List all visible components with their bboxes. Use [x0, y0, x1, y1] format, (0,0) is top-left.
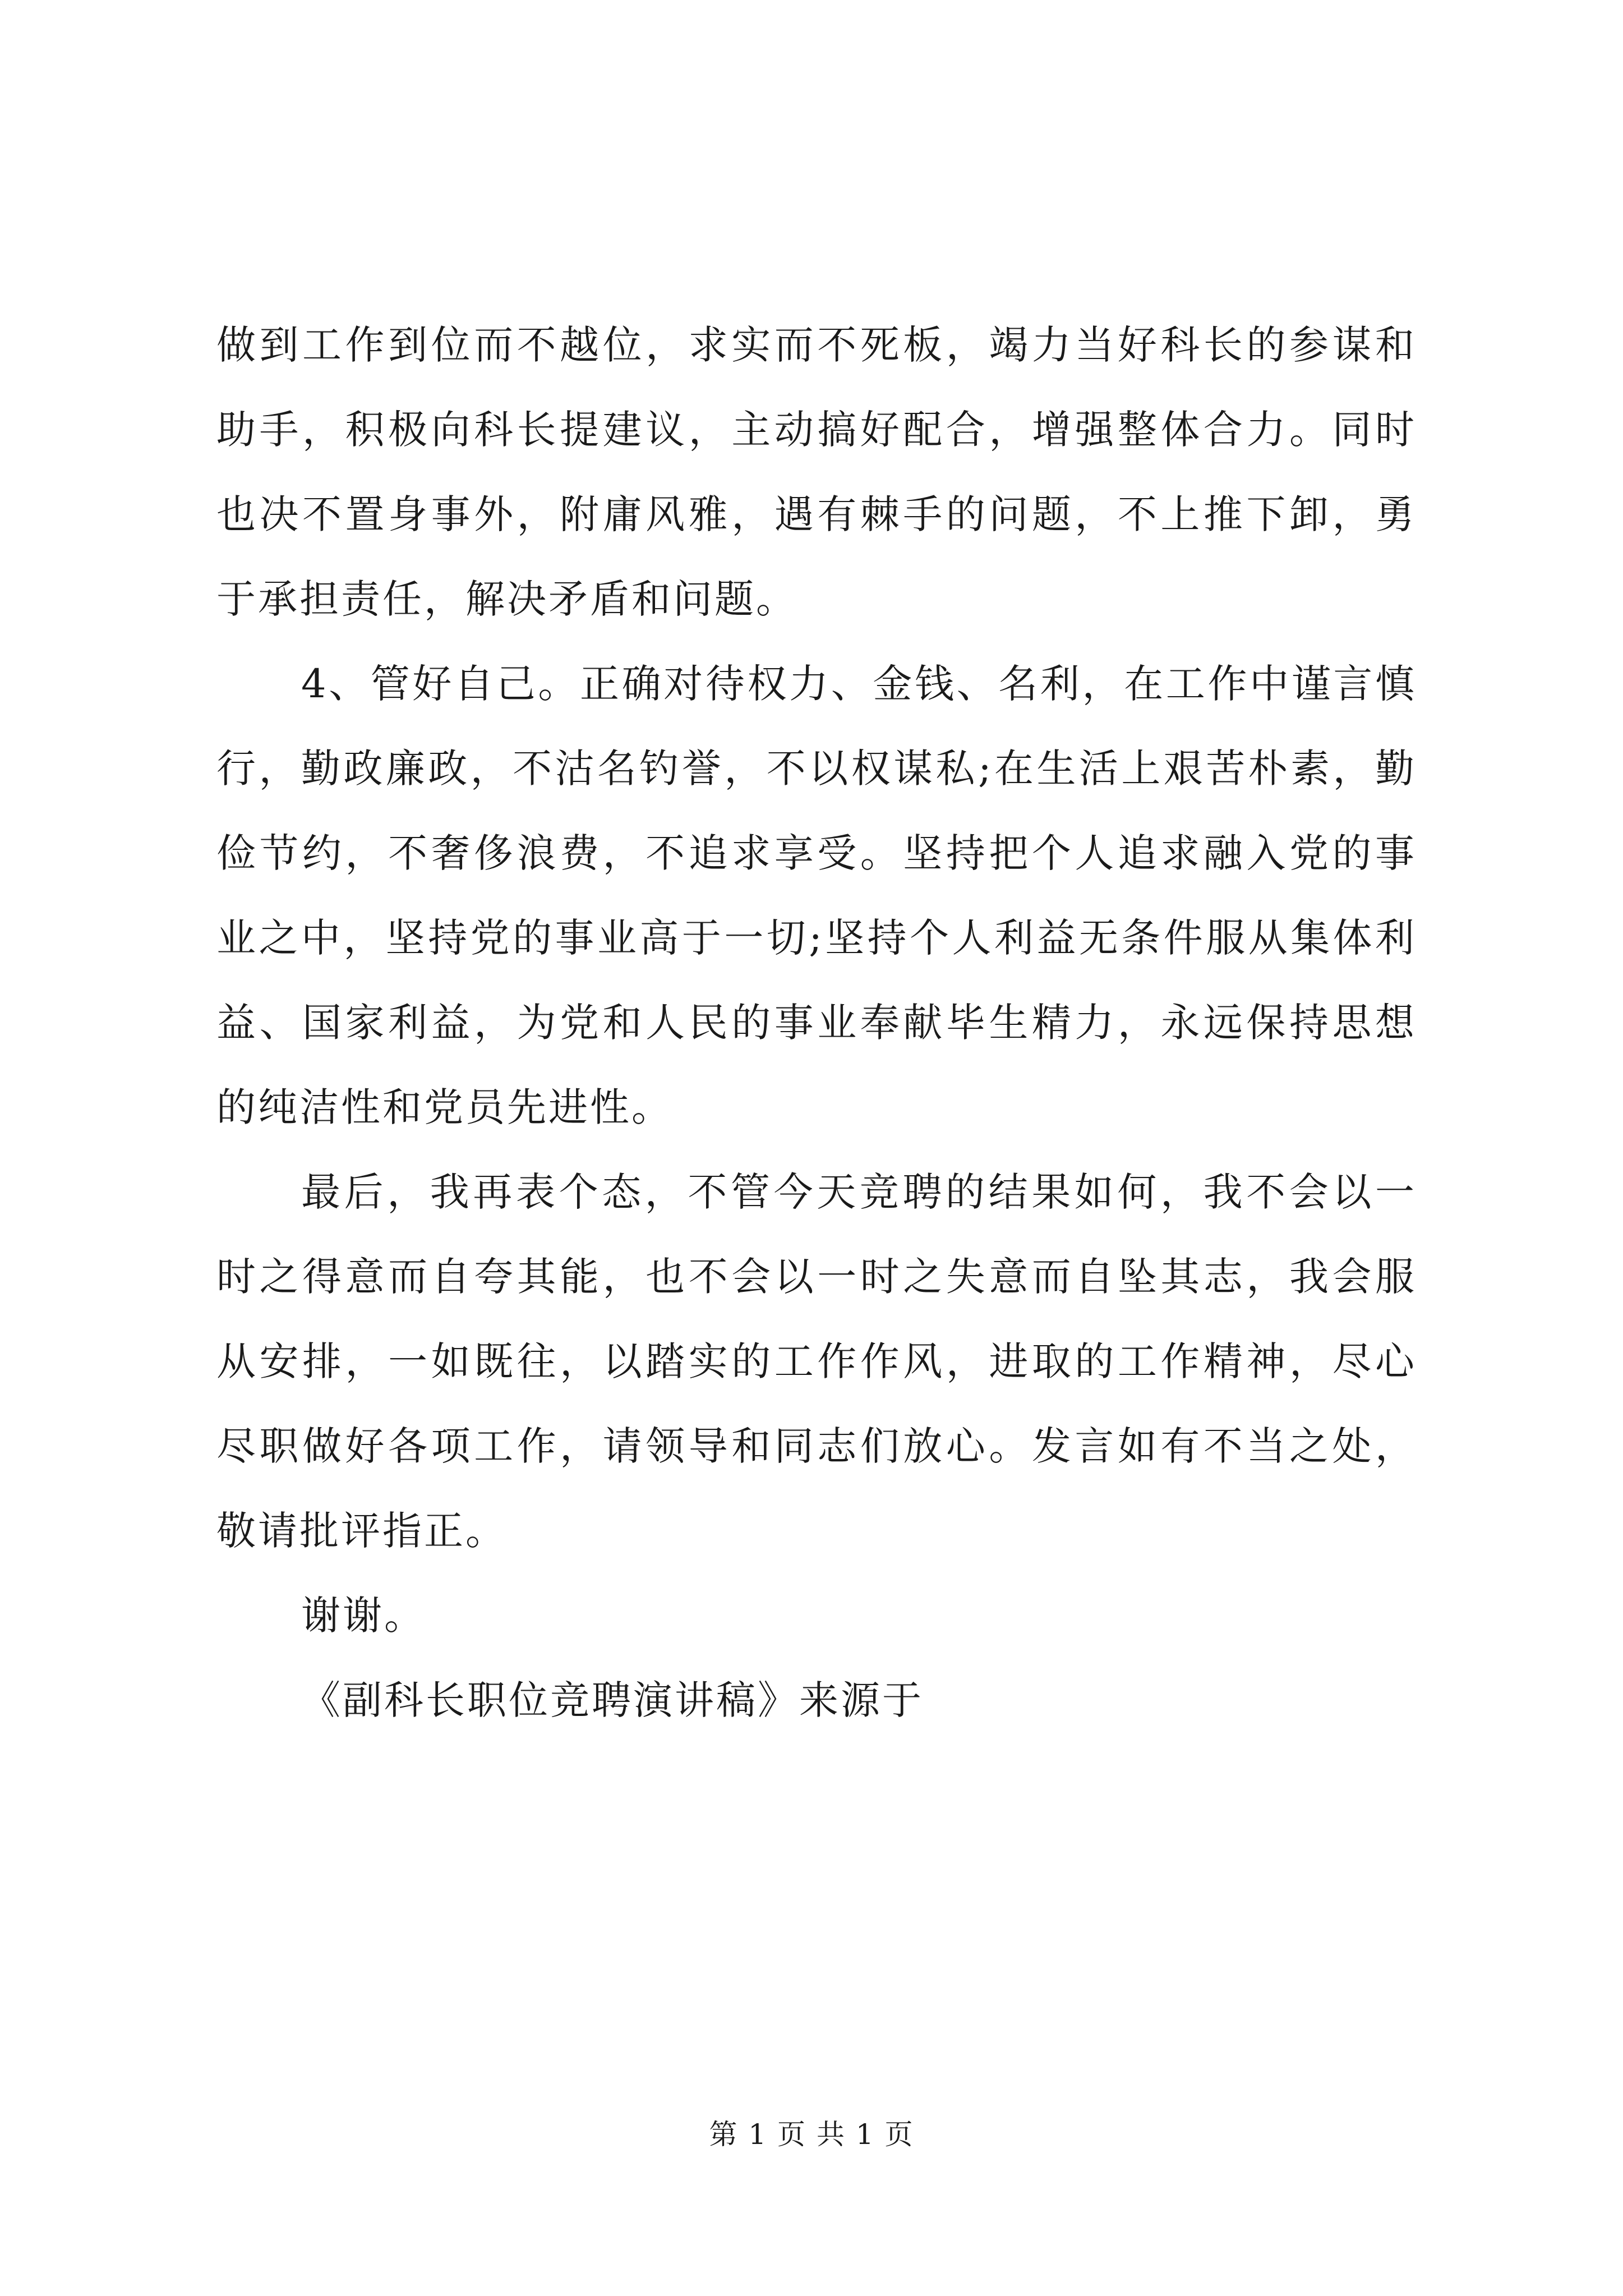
paragraph-source-note: 《副科长职位竞聘演讲稿》来源于 [301, 1677, 924, 1723]
paragraph-thanks: 谢谢。 [301, 1593, 426, 1639]
document-body [216, 303, 1417, 1743]
paragraph-duties: 做到工作到位而不越位，求实而不死板，竭力当好科长的参谋和助手，积极向科长提建议，主动搞好配合，增强整体合力。同时也决不置身事外，附庸风雅，遇有棘手的问题，不上推下卸，勇于承担责任，解决矛盾和问题。 [216, 322, 1417, 622]
paragraph-closing-statement: 最后，我再表个态，不管今天竞聘的结果如何，我不会以一时之得意而自夸其能，也不会以一时之失意而自坠其志，我会服从安排，一如既往，以踏实的工作作风，进取的工作精神，尽心尽职做好各项工作，请领导和同志们放心。发言如有不当之处，敬请批评指正。 [216, 1169, 1417, 1554]
paragraph-self-discipline: 4、管好自己。正确对待权力、金钱、名利，在工作中谨言慎行，勤政廉政，不沽名钓誉，不以权谋私;在生活上艰苦朴素，勤俭节约，不奢侈浪费，不追求享受。坚持把个人追求融入党的事业之中，坚持党的事业高于一切;坚持个人利益无条件服从集体利益、国家利益，为党和人民的事业奉献毕生精力，永远保持思想的纯洁性和党员先进性。 [216, 661, 1417, 1130]
page-number-footer: 第 1 页 共 1 页 [709, 2118, 914, 2151]
